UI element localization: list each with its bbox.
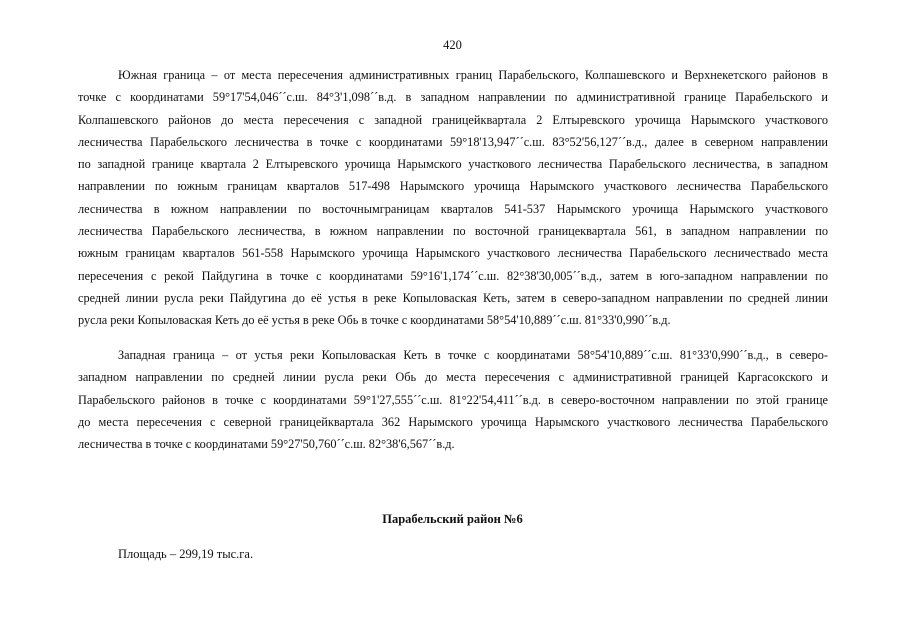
page-number: 420 (443, 38, 462, 52)
text-line: Колпашевского районов до места пересечения с западной границейквартала 2 Елтыревского урочища Нарымского участкового (78, 112, 828, 127)
text-line: западном направлении по средней линии русла реки Обь до места пересечения с административной границей Каргасокского и (78, 370, 828, 385)
text-line: пересечения с рекой Пайдугина в точке с координатами 59°16'1,174´´с.ш. 82°38'30,005´´в.д., затем в юго-западном направлении по (78, 268, 828, 283)
text-line: лесничества в южном направлении по восточнымграницам кварталов 541-537 Нарымского урочища Нарымского участкового (78, 201, 828, 216)
section-title: Парабельский район №6 (382, 512, 523, 526)
text-line: лесничества в точке с координатами 59°27'50,760´´с.ш. 82°38'6,567´´в.д. (78, 437, 455, 452)
text-line: русла реки Копыловаская Кеть до её устья в реке Обь в точке с координатами 58°54'10,889´´с.ш. 81°33'0,990´´в.д. (78, 313, 671, 328)
text-line: Западная граница – от устья реки Копыловаская Кеть в точке с координатами 58°54'10,889´´с.ш. 81°33'0,990´´в.д., в северо- (118, 348, 828, 362)
text-line: лесничества Парабельского лесничества в точке с координатами 59°18'13,947´´с.ш. 83°52'56,127´´в.д., далее в северном направлении (78, 134, 828, 149)
text-line: направлении по южным границам кварталов 517-498 Нарымского урочища Нарымского участкового лесничества Парабельского (78, 179, 828, 194)
text-line: точке с координатами 59°17'54,046´´с.ш. 84°3'1,098´´в.д. в западном направлении по административной границе Парабельского и (78, 90, 828, 105)
paragraph-southern-border (78, 64, 828, 332)
text-line: по западной границе квартала 2 Елтыревского урочища Нарымского участкового лесничества Парабельского лесничества, в западном (78, 157, 828, 172)
text-line: Южная граница – от места пересечения административных границ Парабельского, Колпашевского и Верхнекетского районов в (118, 68, 828, 82)
text-line: Парабельского районов в точке с координатами 59°1'27,555´´с.ш. 81°22'54,411´´в.д. в северо-восточном направлении по этой границе (78, 392, 828, 407)
text-line: средней линии русла реки Пайдугина до её устья в реке Копыловаская Кеть, затем в северо-западном направлении по средней линии (78, 290, 828, 305)
text-line: лесничества Парабельского лесничества, в южном направлении по восточной границеквартала 561, в западном направлении по (78, 224, 828, 239)
area-text: Площадь – 299,19 тыс.га. (118, 547, 254, 561)
text-line: до места пересечения с северной границейквартала 362 Нарымского урочища Нарымского участкового лесничества Парабельского (78, 414, 828, 429)
paragraph-western-border (78, 344, 828, 455)
text-line: южным границам кварталов 561-558 Нарымского урочища Нарымского участкового лесничества Парабельского лесничестваdо места (78, 246, 828, 261)
